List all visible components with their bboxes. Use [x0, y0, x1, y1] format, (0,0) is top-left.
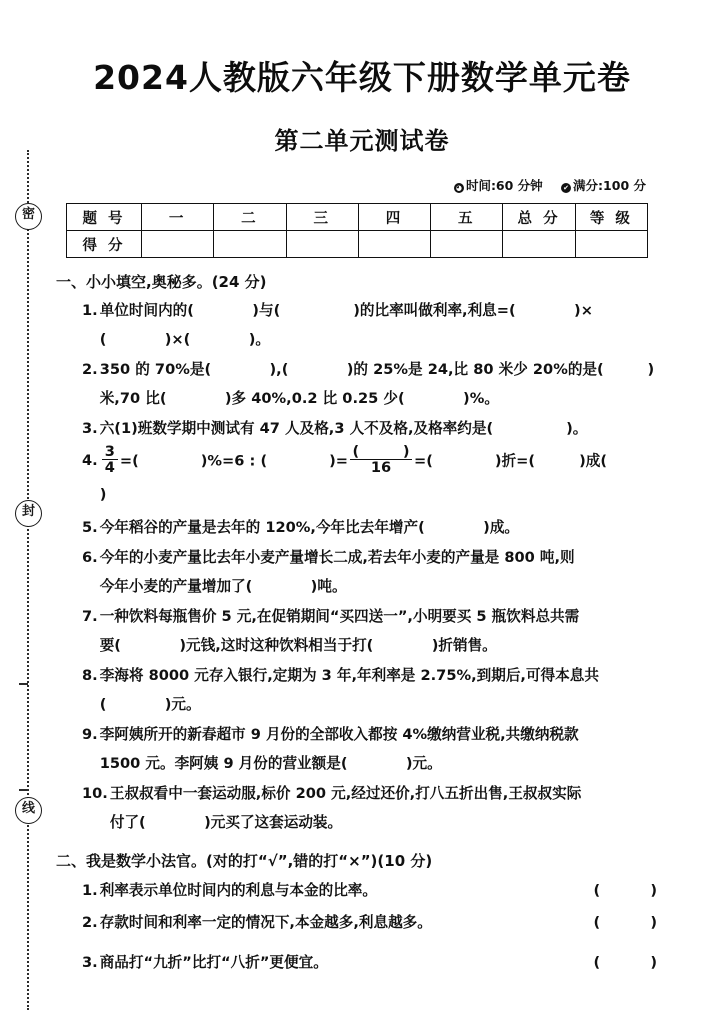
score-table-col-4: 四: [358, 204, 430, 231]
question-line: 付了( )元买了这套运动装。: [109, 814, 343, 832]
question-1-4: [56, 444, 670, 512]
table-row-scores: [67, 231, 648, 258]
score-table-row-label-question: 题 号: [67, 204, 142, 231]
score-cell-total[interactable]: [503, 231, 575, 258]
section-heading-1: 一、小小填空,奥秘多。(24 分): [56, 273, 267, 291]
q4-segment-f: )成(: [579, 452, 608, 470]
question-body: [100, 543, 670, 601]
fraction-denominator: 4: [104, 459, 115, 477]
question-body: [100, 296, 670, 354]
question-line: 单位时间内的( )与( )的比率叫做利率,利息=( )×: [99, 302, 593, 319]
score-table-col-5: 五: [431, 204, 503, 231]
exam-meta: [0, 176, 646, 194]
question-number: 8.: [82, 667, 98, 685]
question-line: 王叔叔看中一套运动服,标价 200 元,经过还价,打八五折出售,王叔叔实际: [109, 785, 582, 803]
question-line: 米,70 比( )多 40%,0.2 比 0.25 少( )%。: [99, 390, 499, 407]
question-2-3: [56, 947, 670, 978]
question-text: 利率表示单位时间内的利息与本金的比率。: [99, 882, 377, 900]
exam-total-score: [561, 176, 646, 194]
question-line: ( )×( )。: [99, 331, 270, 348]
question-1-5: [56, 513, 670, 542]
score-cell-1[interactable]: [142, 231, 214, 258]
fraction-numerator: 3: [102, 444, 118, 460]
question-line: 要( )元钱,这时这种饮料相当于打( )折销售。: [99, 637, 497, 655]
question-1-3: [56, 414, 670, 443]
q4-segment-d: =(: [414, 452, 433, 470]
page-title: 2024人教版六年级下册数学单元卷: [93, 58, 631, 97]
score-table-wrapper: [0, 203, 724, 258]
question-text: 存款时间和利率一定的情况下,本金越多,利息越多。: [99, 914, 432, 932]
seal-char-1: 密: [15, 203, 42, 230]
check-circle-icon: ✔: [561, 183, 571, 193]
question-body: [100, 947, 670, 978]
exam-content: [0, 271, 724, 978]
fraction-three-quarters: [102, 444, 118, 476]
score-cell-5[interactable]: [431, 231, 503, 258]
question-number: 9.: [82, 726, 98, 744]
exam-time-label: 时间:60 分钟: [465, 178, 543, 193]
fraction-denominator: 16: [370, 459, 392, 477]
question-body: [110, 779, 670, 837]
score-table-row-label-score: 得 分: [67, 231, 142, 258]
question-number: 7.: [82, 608, 98, 626]
score-cell-2[interactable]: [214, 231, 286, 258]
score-table-col-grade: 等 级: [575, 204, 647, 231]
question-number: 4.: [82, 452, 98, 469]
question-body: [100, 661, 670, 719]
score-cell-4[interactable]: [358, 231, 430, 258]
score-table: [66, 203, 648, 258]
q4-segment-a: =(: [119, 452, 139, 470]
question-line: 350 的 70%是( ),( )的 25%是 24,比 80 米少 20%的是( ): [99, 361, 655, 378]
true-false-answer-blank[interactable]: ( ): [593, 954, 664, 972]
q4-segment-e: )折=(: [494, 452, 536, 470]
question-1-10: [56, 779, 670, 837]
question-line: 李海将 8000 元存入银行,定期为 3 年,年利率是 2.75%,到期后,可得本息共: [99, 667, 599, 685]
exam-time: [454, 176, 543, 194]
question-body: [100, 513, 670, 542]
score-table-col-total: 总 分: [503, 204, 575, 231]
q4-segment-g: ): [99, 486, 107, 504]
question-line: [100, 947, 670, 978]
page-subtitle: 第二单元测试卷: [274, 127, 450, 155]
question-number: 3.: [82, 420, 98, 437]
true-false-answer-blank[interactable]: ( ): [593, 882, 664, 900]
question-line: [100, 907, 670, 938]
question-text: 商品打“九折”比打“八折”更便宜。: [99, 954, 328, 972]
question-body: [100, 602, 670, 660]
score-table-col-1: 一: [142, 204, 214, 231]
score-cell-grade[interactable]: [575, 231, 647, 258]
seal-char-3: 线: [15, 797, 42, 824]
fraction-numerator-blank[interactable]: ( ): [350, 444, 412, 460]
question-1-8: [56, 661, 670, 719]
table-row-header: [67, 204, 648, 231]
question-body: [100, 720, 670, 778]
score-table-col-2: 二: [214, 204, 286, 231]
question-number: 10.: [82, 785, 108, 803]
section-spacer: [56, 939, 670, 947]
question-body: [100, 355, 670, 413]
q4-segment-b: )%=6 : (: [200, 452, 268, 470]
question-2-1: [56, 875, 670, 906]
question-body: [100, 444, 670, 512]
question-line: 一种饮料每瓶售价 5 元,在促销期间“买四送一”,小明要买 5 瓶饮料总共需: [99, 608, 580, 626]
question-1-1: [56, 296, 670, 354]
fraction-blank-over-sixteen: [350, 444, 412, 476]
question-line: 1500 元。李阿姨 9 月份的营业额是( )元。: [99, 755, 442, 773]
seal-char-2: 封: [15, 500, 42, 527]
question-line: 今年的小麦产量比去年小麦产量增长二成,若去年小麦的产量是 800 吨,则: [99, 549, 575, 567]
question-2-2: [56, 907, 670, 938]
q4-segment-c: )=: [329, 452, 349, 470]
question-1-9: [56, 720, 670, 778]
question-number: 2.: [82, 914, 98, 932]
question-number: 1.: [82, 302, 98, 319]
question-number: 5.: [82, 519, 98, 537]
question-number: 3.: [82, 954, 98, 972]
question-line-fraction: [100, 444, 670, 512]
question-number: 6.: [82, 549, 98, 567]
question-body: [100, 414, 670, 443]
exam-total-score-label: 满分:100 分: [573, 178, 646, 193]
score-table-col-3: 三: [286, 204, 358, 231]
score-cell-3[interactable]: [286, 231, 358, 258]
question-1-2: [56, 355, 670, 413]
question-line: 今年稻谷的产量是去年的 120%,今年比去年增产( )成。: [99, 519, 520, 537]
question-line: [100, 875, 670, 906]
true-false-answer-blank[interactable]: ( ): [593, 914, 664, 932]
question-1-6: [56, 543, 670, 601]
section-heading-2: 二、我是数学小法官。(对的打“√”,错的打“×”)(10 分): [56, 852, 433, 871]
question-line: ( )元。: [99, 696, 201, 714]
question-line: 今年小麦的产量增加了( )吨。: [99, 578, 347, 596]
question-line: 李阿姨所开的新春超市 9 月份的全部收入都按 4%缴纳营业税,共缴纳税款: [99, 726, 579, 744]
question-body: [100, 875, 670, 906]
clock-icon: ◕: [455, 184, 462, 192]
question-number: 2.: [82, 361, 98, 378]
question-number: 1.: [82, 882, 98, 900]
question-body: [100, 907, 670, 938]
question-line: 六(1)班数学期中测试有 47 人及格,3 人不及格,及格率约是( )。: [99, 420, 588, 437]
question-1-7: [56, 602, 670, 660]
